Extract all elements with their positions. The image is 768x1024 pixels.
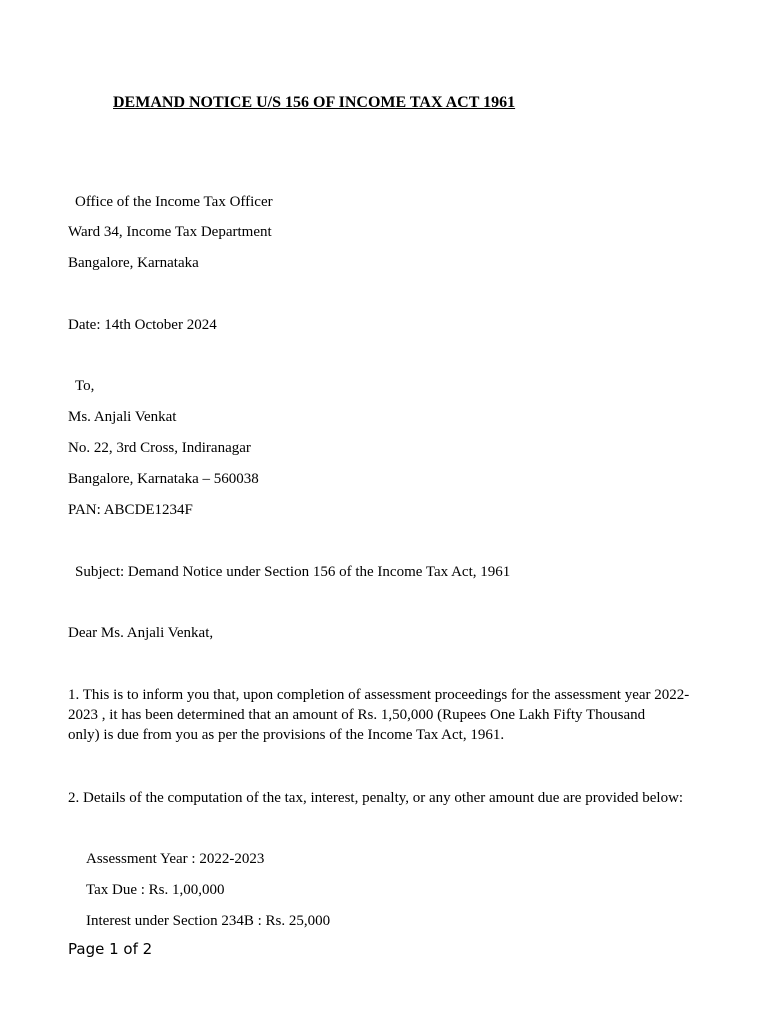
- recipient-pan: PAN: ABCDE1234F: [68, 502, 193, 518]
- recipient-address-line1: No. 22, 3rd Cross, Indiranagar: [68, 440, 251, 456]
- office-ward: Ward 34, Income Tax Department: [68, 224, 272, 240]
- notice-date: Date: 14th October 2024: [68, 317, 217, 333]
- paragraph-1-line-2: 2023 , it has been determined that an amount of Rs. 1,50,000 (Rupees One Lakh Fifty Thousand: [68, 707, 646, 723]
- office-name: Office of the Income Tax Officer: [75, 194, 273, 210]
- to-label: To,: [75, 378, 95, 394]
- detail-assessment-year: Assessment Year : 2022-2023: [86, 851, 265, 867]
- detail-tax-due: Tax Due : Rs. 1,00,000: [86, 882, 225, 898]
- salutation: Dear Ms. Anjali Venkat,: [68, 625, 214, 641]
- office-city: Bangalore, Karnataka: [68, 255, 199, 271]
- recipient-name: Ms. Anjali Venkat: [68, 409, 177, 425]
- detail-interest: Interest under Section 234B : Rs. 25,000: [86, 913, 331, 929]
- notice-title: DEMAND NOTICE U/S 156 OF INCOME TAX ACT 1961: [113, 94, 516, 111]
- recipient-address-line2: Bangalore, Karnataka – 560038: [68, 471, 259, 487]
- subject-line: Subject: Demand Notice under Section 156 of the Income Tax Act, 1961: [75, 564, 511, 580]
- paragraph-1-line-3: only) is due from you as per the provisions of the Income Tax Act, 1961.: [68, 727, 505, 743]
- page-number: Page 1 of 2: [68, 940, 153, 958]
- paragraph-2: 2. Details of the computation of the tax, interest, penalty, or any other amount due are provided below:: [68, 790, 684, 806]
- paragraph-1-line-1: 1. This is to inform you that, upon completion of assessment proceedings for the assessment year 2022-: [68, 687, 690, 703]
